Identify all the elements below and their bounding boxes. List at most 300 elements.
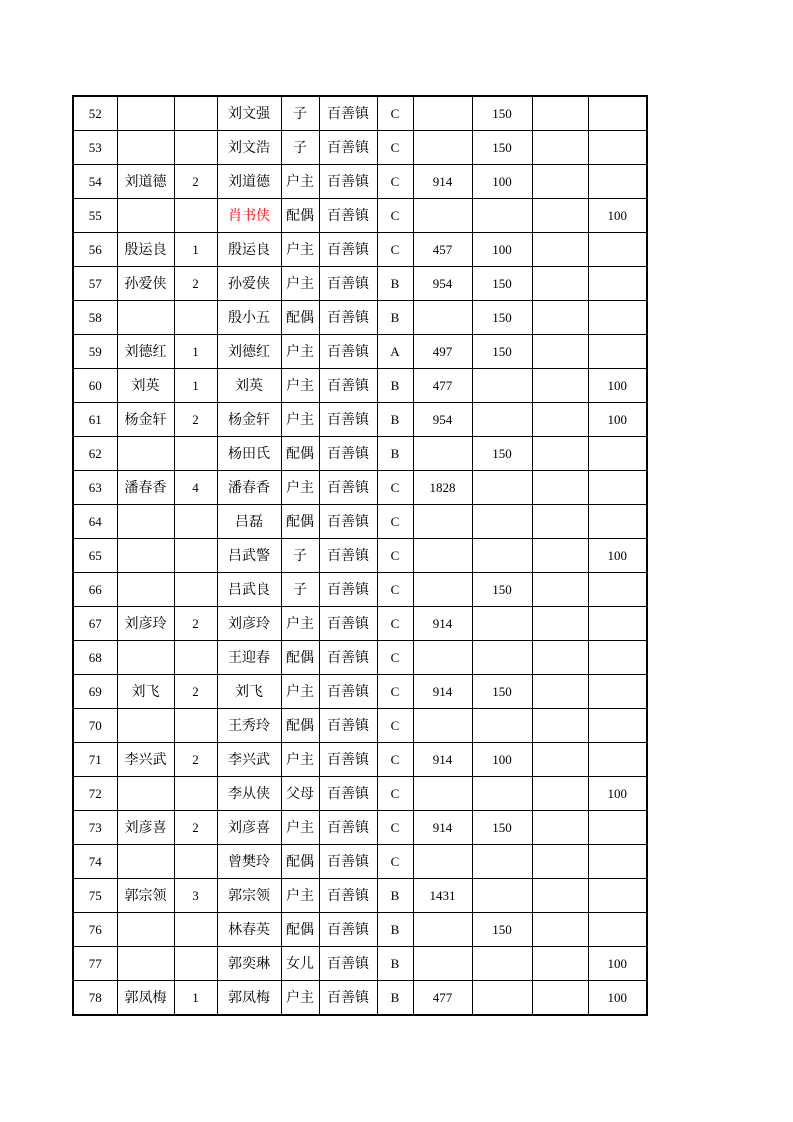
town-cell: 百善镇 [319,369,377,403]
grade-cell: C [377,96,413,131]
table-row [73,573,647,607]
row-number-cell: 58 [73,301,117,335]
town-cell: 百善镇 [319,301,377,335]
member-name-cell: 肖书侠 [217,199,281,233]
grade-cell: C [377,641,413,675]
relation-cell: 配偶 [281,437,319,471]
member-name-cell: 刘文强 [217,96,281,131]
empty-column-cell [532,675,588,709]
grade-cell: C [377,573,413,607]
household-head-cell: 孙爱侠 [117,267,174,301]
member-name-cell: 郭奕琳 [217,947,281,981]
relation-cell: 户主 [281,471,319,505]
relation-cell: 配偶 [281,913,319,947]
household-head-cell: 郭宗领 [117,879,174,913]
grade-cell: C [377,471,413,505]
table-row [73,607,647,641]
subsidy-100-cell: 100 [588,777,647,811]
subsidy-150-cell: 150 [472,811,532,845]
member-name-cell: 吕磊 [217,505,281,539]
amount-cell: 954 [413,267,472,301]
member-name-cell: 吕武良 [217,573,281,607]
relation-cell: 户主 [281,403,319,437]
household-size-cell: 2 [174,675,217,709]
grade-cell: B [377,301,413,335]
empty-column-cell [532,845,588,879]
subsidy-150-cell: 100 [472,165,532,199]
grade-cell: C [377,845,413,879]
empty-column-cell [532,743,588,777]
empty-column-cell [532,879,588,913]
amount-cell: 477 [413,981,472,1016]
row-number-cell: 53 [73,131,117,165]
grade-cell: C [377,199,413,233]
household-head-cell [117,199,174,233]
empty-column-cell [532,335,588,369]
row-number-cell: 64 [73,505,117,539]
household-head-cell [117,131,174,165]
row-number-cell: 66 [73,573,117,607]
row-number-cell: 61 [73,403,117,437]
household-head-cell: 殷运良 [117,233,174,267]
member-name-cell: 杨田氏 [217,437,281,471]
empty-column-cell [532,301,588,335]
subsidy-100-cell [588,811,647,845]
household-head-cell [117,96,174,131]
town-cell: 百善镇 [319,811,377,845]
amount-cell: 914 [413,743,472,777]
household-size-cell: 2 [174,165,217,199]
grade-cell: B [377,913,413,947]
amount-cell: 1828 [413,471,472,505]
table-row [73,981,647,1016]
grade-cell: B [377,947,413,981]
town-cell: 百善镇 [319,675,377,709]
subsidy-100-cell [588,641,647,675]
household-head-cell: 李兴武 [117,743,174,777]
empty-column-cell [532,233,588,267]
grade-cell: C [377,811,413,845]
household-head-cell [117,845,174,879]
town-cell: 百善镇 [319,131,377,165]
grade-cell: C [377,233,413,267]
table-row [73,165,647,199]
table-row [73,403,647,437]
grade-cell: C [377,131,413,165]
empty-column-cell [532,981,588,1016]
row-number-cell: 62 [73,437,117,471]
relation-cell: 户主 [281,267,319,301]
subsidy-150-cell: 100 [472,233,532,267]
town-cell: 百善镇 [319,199,377,233]
empty-column-cell [532,573,588,607]
household-size-cell: 2 [174,267,217,301]
empty-column-cell [532,403,588,437]
household-size-cell [174,131,217,165]
amount-cell: 914 [413,607,472,641]
household-head-cell [117,947,174,981]
member-name-cell: 殷运良 [217,233,281,267]
subsidy-100-cell: 100 [588,199,647,233]
household-size-cell [174,641,217,675]
subsidy-150-cell [472,981,532,1016]
row-number-cell: 52 [73,96,117,131]
subsidy-150-cell [472,539,532,573]
amount-cell [413,641,472,675]
table-row [73,539,647,573]
amount-cell: 914 [413,165,472,199]
amount-cell: 954 [413,403,472,437]
amount-cell: 497 [413,335,472,369]
table-row [73,641,647,675]
amount-cell [413,573,472,607]
member-name-cell: 刘飞 [217,675,281,709]
household-head-cell [117,913,174,947]
grade-cell: C [377,505,413,539]
member-name-cell: 潘春香 [217,471,281,505]
subsidy-100-cell [588,165,647,199]
member-name-cell: 殷小五 [217,301,281,335]
table-row [73,437,647,471]
table-row [73,96,647,131]
household-size-cell: 4 [174,471,217,505]
town-cell: 百善镇 [319,267,377,301]
relation-cell: 父母 [281,777,319,811]
allowance-table [72,95,648,1016]
member-name-cell: 刘英 [217,369,281,403]
subsidy-100-cell [588,437,647,471]
row-number-cell: 78 [73,981,117,1016]
household-size-cell [174,505,217,539]
table-row [73,131,647,165]
household-size-cell [174,573,217,607]
relation-cell: 户主 [281,879,319,913]
empty-column-cell [532,199,588,233]
empty-column-cell [532,777,588,811]
row-number-cell: 59 [73,335,117,369]
household-head-cell [117,437,174,471]
row-number-cell: 70 [73,709,117,743]
table-row [73,743,647,777]
household-head-cell: 潘春香 [117,471,174,505]
subsidy-150-cell [472,607,532,641]
amount-cell [413,845,472,879]
member-name-cell: 刘道德 [217,165,281,199]
subsidy-150-cell [472,845,532,879]
member-name-cell: 刘文浩 [217,131,281,165]
member-name-cell: 刘彦喜 [217,811,281,845]
grade-cell: B [377,403,413,437]
row-number-cell: 56 [73,233,117,267]
subsidy-100-cell: 100 [588,403,647,437]
subsidy-100-cell [588,96,647,131]
grade-cell: C [377,709,413,743]
town-cell: 百善镇 [319,641,377,675]
member-name-cell: 曾樊玲 [217,845,281,879]
table-row [73,913,647,947]
subsidy-100-cell: 100 [588,539,647,573]
subsidy-100-cell: 100 [588,369,647,403]
subsidy-150-cell: 150 [472,437,532,471]
subsidy-100-cell [588,607,647,641]
amount-cell [413,539,472,573]
row-number-cell: 57 [73,267,117,301]
subsidy-150-cell: 150 [472,335,532,369]
household-head-cell: 刘英 [117,369,174,403]
subsidy-150-cell: 150 [472,913,532,947]
relation-cell: 户主 [281,165,319,199]
subsidy-100-cell [588,131,647,165]
household-size-cell: 2 [174,403,217,437]
subsidy-100-cell [588,267,647,301]
amount-cell [413,199,472,233]
subsidy-150-cell: 100 [472,743,532,777]
relation-cell: 配偶 [281,845,319,879]
grade-cell: C [377,165,413,199]
subsidy-150-cell [472,879,532,913]
household-head-cell: 郭凤梅 [117,981,174,1016]
subsidy-100-cell [588,845,647,879]
household-size-cell: 1 [174,335,217,369]
subsidy-100-cell: 100 [588,981,647,1016]
table-row [73,267,647,301]
member-name-cell: 王迎春 [217,641,281,675]
household-size-cell [174,199,217,233]
subsidy-100-cell [588,743,647,777]
relation-cell: 户主 [281,369,319,403]
empty-column-cell [532,913,588,947]
amount-cell [413,947,472,981]
table-row [73,369,647,403]
household-size-cell: 2 [174,607,217,641]
relation-cell: 女儿 [281,947,319,981]
subsidy-100-cell [588,301,647,335]
grade-cell: B [377,981,413,1016]
subsidy-150-cell: 150 [472,131,532,165]
household-head-cell [117,573,174,607]
town-cell: 百善镇 [319,573,377,607]
household-head-cell [117,777,174,811]
subsidy-100-cell [588,505,647,539]
row-number-cell: 73 [73,811,117,845]
relation-cell: 户主 [281,233,319,267]
subsidy-150-cell [472,947,532,981]
amount-cell [413,96,472,131]
grade-cell: C [377,607,413,641]
table-row [73,845,647,879]
row-number-cell: 71 [73,743,117,777]
town-cell: 百善镇 [319,403,377,437]
town-cell: 百善镇 [319,743,377,777]
row-number-cell: 77 [73,947,117,981]
empty-column-cell [532,369,588,403]
member-name-cell: 孙爱侠 [217,267,281,301]
subsidy-150-cell [472,709,532,743]
relation-cell: 子 [281,96,319,131]
empty-column-cell [532,437,588,471]
relation-cell: 子 [281,539,319,573]
empty-column-cell [532,947,588,981]
amount-cell: 914 [413,811,472,845]
amount-cell: 914 [413,675,472,709]
empty-column-cell [532,131,588,165]
household-head-cell: 刘彦喜 [117,811,174,845]
town-cell: 百善镇 [319,913,377,947]
grade-cell: B [377,879,413,913]
household-head-cell [117,641,174,675]
amount-cell: 1431 [413,879,472,913]
household-head-cell [117,505,174,539]
grade-cell: B [377,267,413,301]
amount-cell: 477 [413,369,472,403]
town-cell: 百善镇 [319,505,377,539]
member-name-cell: 李兴武 [217,743,281,777]
household-size-cell: 1 [174,233,217,267]
amount-cell [413,301,472,335]
empty-column-cell [532,641,588,675]
amount-cell [413,505,472,539]
relation-cell: 户主 [281,981,319,1016]
row-number-cell: 63 [73,471,117,505]
household-size-cell: 1 [174,981,217,1016]
household-head-cell: 刘飞 [117,675,174,709]
relation-cell: 配偶 [281,505,319,539]
grade-cell: B [377,369,413,403]
table-row [73,879,647,913]
relation-cell: 配偶 [281,301,319,335]
row-number-cell: 54 [73,165,117,199]
grade-cell: B [377,437,413,471]
subsidy-150-cell [472,505,532,539]
member-name-cell: 刘德红 [217,335,281,369]
table-row [73,233,647,267]
grade-cell: C [377,675,413,709]
row-number-cell: 68 [73,641,117,675]
household-head-cell: 刘道德 [117,165,174,199]
town-cell: 百善镇 [319,709,377,743]
subsidy-150-cell [472,777,532,811]
town-cell: 百善镇 [319,335,377,369]
row-number-cell: 74 [73,845,117,879]
town-cell: 百善镇 [319,607,377,641]
subsidy-150-cell: 150 [472,267,532,301]
subsidy-100-cell [588,573,647,607]
subsidy-150-cell: 150 [472,573,532,607]
grade-cell: C [377,743,413,777]
household-size-cell [174,96,217,131]
household-size-cell [174,437,217,471]
subsidy-100-cell [588,471,647,505]
relation-cell: 户主 [281,743,319,777]
subsidy-100-cell [588,879,647,913]
empty-column-cell [532,471,588,505]
town-cell: 百善镇 [319,879,377,913]
row-number-cell: 72 [73,777,117,811]
table-row [73,947,647,981]
table-row [73,505,647,539]
household-size-cell [174,913,217,947]
grade-cell: C [377,777,413,811]
household-head-cell: 刘彦玲 [117,607,174,641]
household-size-cell: 2 [174,743,217,777]
household-size-cell: 3 [174,879,217,913]
amount-cell: 457 [413,233,472,267]
subsidy-150-cell [472,471,532,505]
member-name-cell: 吕武警 [217,539,281,573]
table-row [73,471,647,505]
table-row [73,301,647,335]
table-row [73,777,647,811]
town-cell: 百善镇 [319,96,377,131]
grade-cell: C [377,539,413,573]
member-name-cell: 王秀玲 [217,709,281,743]
member-name-cell: 林春英 [217,913,281,947]
subsidy-100-cell [588,233,647,267]
household-head-cell [117,301,174,335]
town-cell: 百善镇 [319,233,377,267]
relation-cell: 户主 [281,335,319,369]
subsidy-150-cell [472,199,532,233]
empty-column-cell [532,811,588,845]
amount-cell [413,131,472,165]
household-size-cell [174,845,217,879]
relation-cell: 配偶 [281,641,319,675]
subsidy-100-cell: 100 [588,947,647,981]
empty-column-cell [532,539,588,573]
subsidy-100-cell [588,913,647,947]
town-cell: 百善镇 [319,777,377,811]
member-name-cell: 郭宗领 [217,879,281,913]
relation-cell: 子 [281,573,319,607]
amount-cell [413,437,472,471]
table-body [73,96,647,1015]
member-name-cell: 郭凤梅 [217,981,281,1016]
subsidy-150-cell [472,641,532,675]
town-cell: 百善镇 [319,165,377,199]
household-head-cell [117,709,174,743]
household-size-cell: 1 [174,369,217,403]
row-number-cell: 65 [73,539,117,573]
subsidy-100-cell [588,709,647,743]
amount-cell [413,709,472,743]
household-size-cell [174,301,217,335]
town-cell: 百善镇 [319,981,377,1016]
household-size-cell [174,709,217,743]
table-row [73,709,647,743]
relation-cell: 户主 [281,607,319,641]
empty-column-cell [532,607,588,641]
subsidy-100-cell [588,675,647,709]
row-number-cell: 60 [73,369,117,403]
household-head-cell [117,539,174,573]
member-name-cell: 刘彦玲 [217,607,281,641]
subsidy-150-cell: 150 [472,96,532,131]
table-row [73,199,647,233]
subsidy-150-cell [472,369,532,403]
town-cell: 百善镇 [319,471,377,505]
relation-cell: 户主 [281,675,319,709]
empty-column-cell [532,709,588,743]
row-number-cell: 67 [73,607,117,641]
subsidy-150-cell: 150 [472,301,532,335]
relation-cell: 配偶 [281,709,319,743]
town-cell: 百善镇 [319,845,377,879]
amount-cell [413,913,472,947]
town-cell: 百善镇 [319,947,377,981]
row-number-cell: 75 [73,879,117,913]
relation-cell: 配偶 [281,199,319,233]
subsidy-150-cell [472,403,532,437]
